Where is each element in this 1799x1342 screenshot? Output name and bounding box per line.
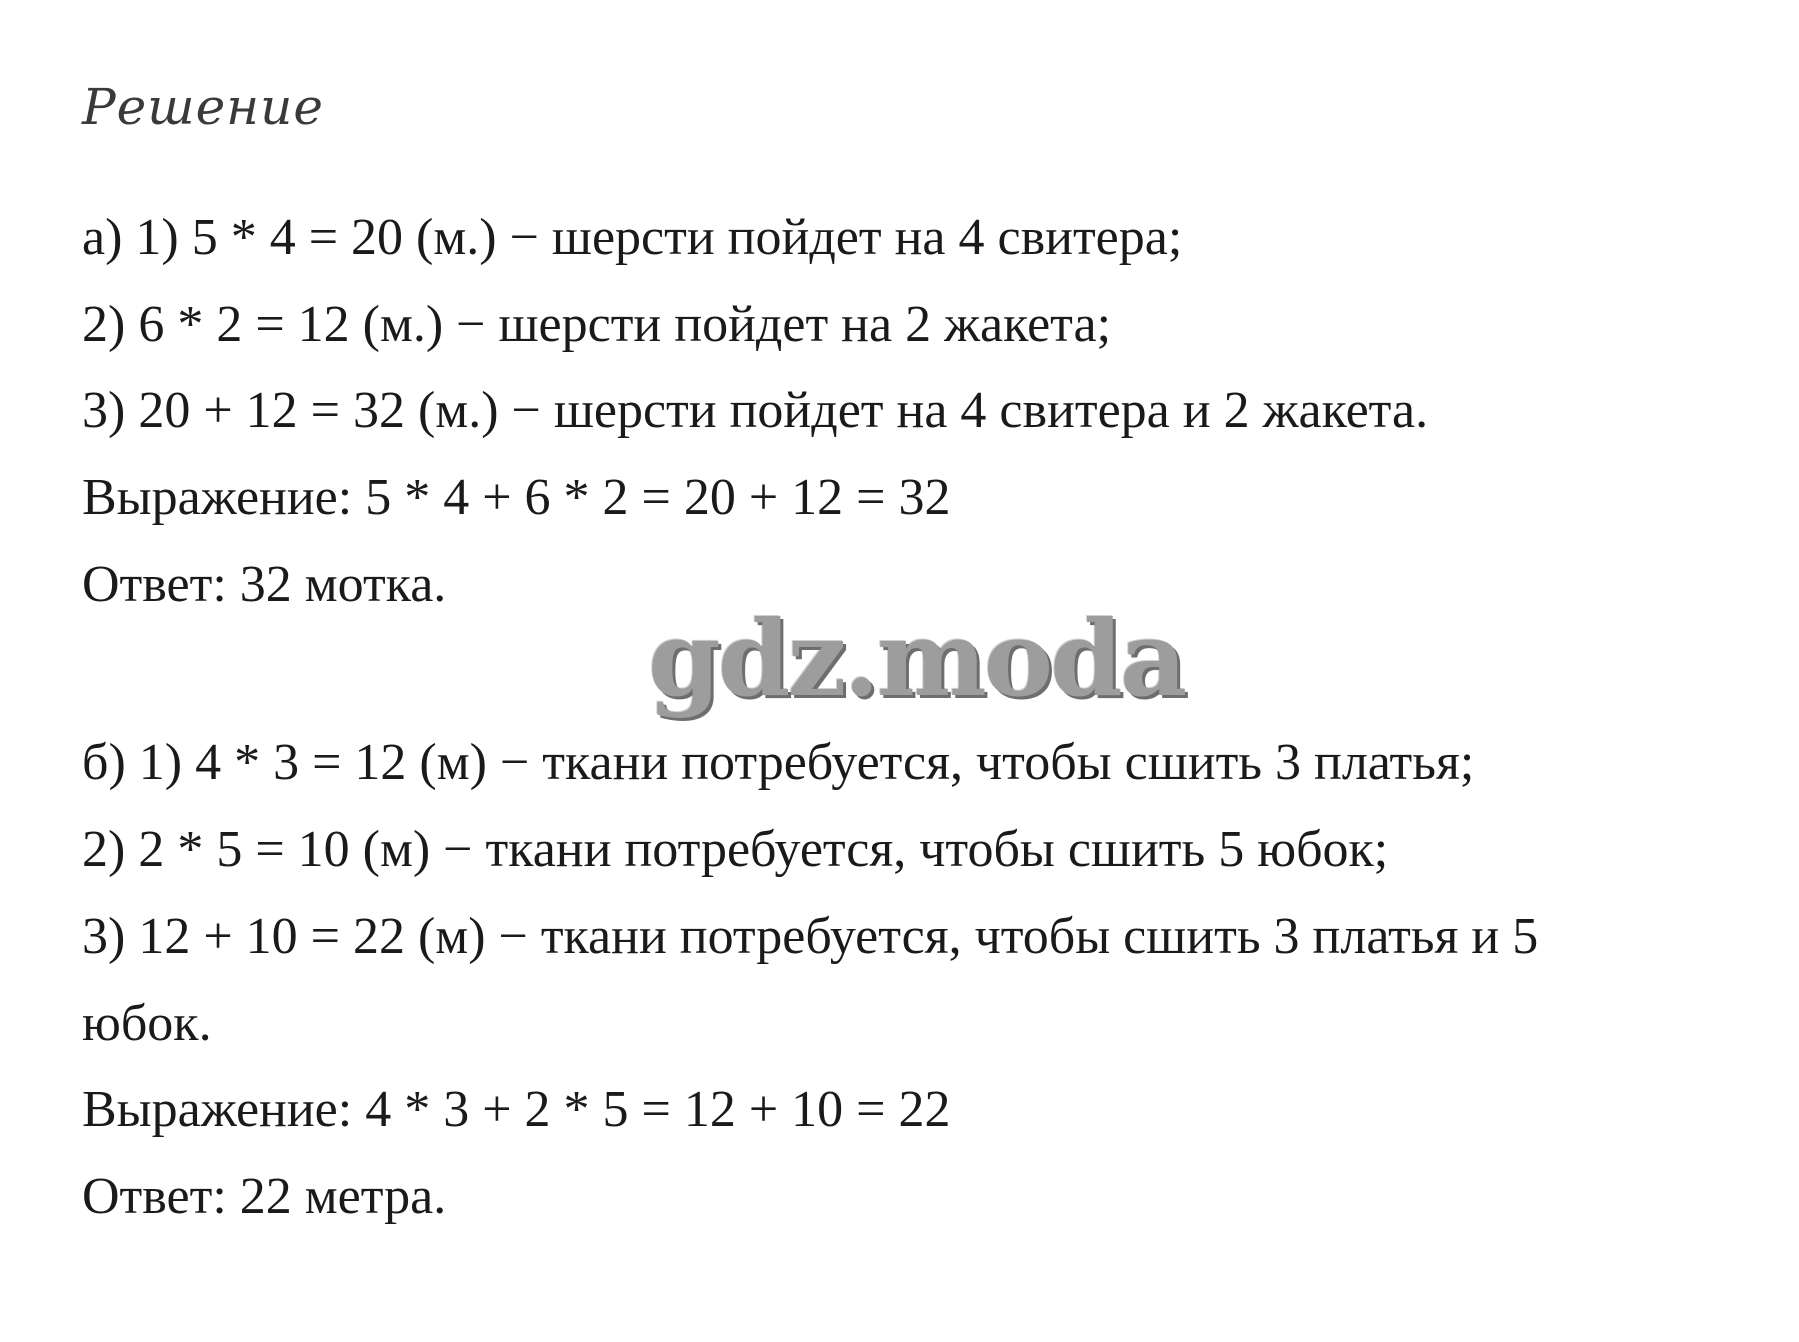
- part-a-answer: Ответ: 32 мотка.: [82, 556, 447, 613]
- part-b-step-2: 2) 2 * 5 = 10 (м) − ткани потребуется, чтобы сшить 5 юбок;: [82, 821, 1389, 878]
- part-a-step-1: а) 1) 5 * 4 = 20 (м.) − шерсти пойдет на 4 свитера;: [82, 209, 1183, 266]
- part-a-expression: Выражение: 5 * 4 + 6 * 2 = 20 + 12 = 32: [82, 469, 951, 526]
- part-a-step-3: 3) 20 + 12 = 32 (м.) − шерсти пойдет на 4 свитера и 2 жакета.: [82, 382, 1429, 439]
- solution-heading: Решение: [82, 78, 324, 136]
- part-b-step-1: б) 1) 4 * 3 = 12 (м) − ткани потребуется, чтобы сшить 3 платья;: [82, 734, 1475, 791]
- part-b-answer: Ответ: 22 метра.: [82, 1168, 447, 1225]
- part-b-step-3-line-1: 3) 12 + 10 = 22 (м) − ткани потребуется, чтобы сшить 3 платья и 5: [82, 908, 1539, 965]
- part-b-step-3-line-2: юбок.: [82, 995, 212, 1052]
- part-b-expression: Выражение: 4 * 3 + 2 * 5 = 12 + 10 = 22: [82, 1081, 951, 1138]
- watermark-logo: gdz.moda: [648, 597, 1185, 720]
- part-a-step-2: 2) 6 * 2 = 12 (м.) − шерсти пойдет на 2 жакета;: [82, 296, 1112, 353]
